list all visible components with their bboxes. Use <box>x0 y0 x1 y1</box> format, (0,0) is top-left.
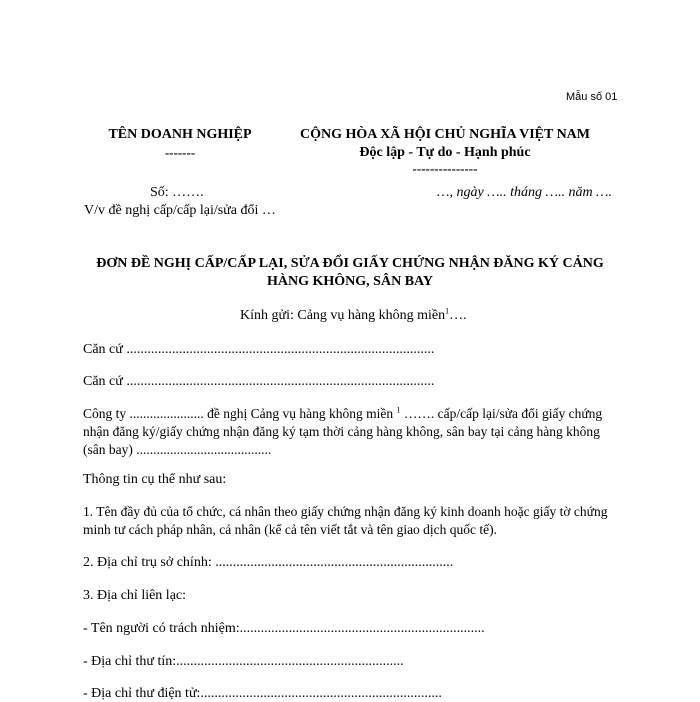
company-name: TÊN DOANH NGHIỆP <box>108 127 252 142</box>
company-divider: ------- <box>164 145 196 160</box>
company-request-paragraph <box>83 405 618 459</box>
document-subject: V/v đề nghị cấp/cấp lại/sửa đổi … <box>84 203 276 218</box>
date-line: …, ngày ….. tháng ….. năm …. <box>437 185 613 200</box>
republic-title: CỘNG HÒA XÃ HỘI CHỦ NGHĨA VIỆT NAM <box>299 127 590 142</box>
basis-line-2: Căn cứ ........................................................................................ <box>83 374 435 389</box>
recipient-line <box>240 308 467 324</box>
contact-email-address: - Địa chỉ thư điện tử:..................................................................... <box>83 686 442 701</box>
document-title-line-1: ĐƠN ĐỀ NGHỊ CẤP/CẤP LẠI, SỬA ĐỔI GIẤY CHỨNG NHẬN ĐĂNG KÝ CẢNG <box>96 256 604 271</box>
form-code: Mẫu số 01 <box>566 91 618 103</box>
basis-line-1: Căn cứ ........................................................................................ <box>83 342 435 357</box>
document-title-line-2: HÀNG KHÔNG, SÂN BAY <box>267 274 433 289</box>
info-heading: Thông tin cụ thể như sau: <box>83 472 227 487</box>
recipient-footnote-mark: 1 <box>445 306 450 316</box>
motto-divider: --------------- <box>412 161 478 176</box>
company-request-part-1: Công ty ...................... đề nghị Cảng vụ hàng không miền <box>83 406 394 421</box>
contact-responsible-person: - Tên người có trách nhiệm:...................................................................... <box>83 621 485 636</box>
item-1-full-name: 1. Tên đầy đủ của tổ chức, cá nhân theo giấy chứng nhận đăng ký kinh doanh hoặc giấy tờ chứng minh tư cách pháp nhân, cá nhân (kể cả tên viết tắt và tên giao dịch quốc tế). <box>83 504 608 537</box>
recipient-text: Kính gửi: Cảng vụ hàng không miền <box>240 308 446 323</box>
national-motto: Độc lập - Tự do - Hạnh phúc <box>359 145 531 160</box>
company-footnote-mark: 1 <box>396 405 401 415</box>
recipient-suffix: …. <box>449 308 467 323</box>
contact-postal-address: - Địa chỉ thư tín:................................................................. <box>83 654 404 669</box>
company-request-part-2: ……. cấp/cấp lại/sửa đổi giấy chứng nhận đăng ký/giấy chứng nhận đăng ký tạm thời cảng hàng không, sân bay tại cảng hàng không (sân bay) ........................................ <box>83 406 603 457</box>
item-3-contact-address: 3. Địa chỉ liên lạc: <box>83 588 187 603</box>
document-number: Số: ……. <box>150 185 204 200</box>
item-2-head-office: 2. Địa chỉ trụ sở chính: .................................................................... <box>83 555 454 570</box>
